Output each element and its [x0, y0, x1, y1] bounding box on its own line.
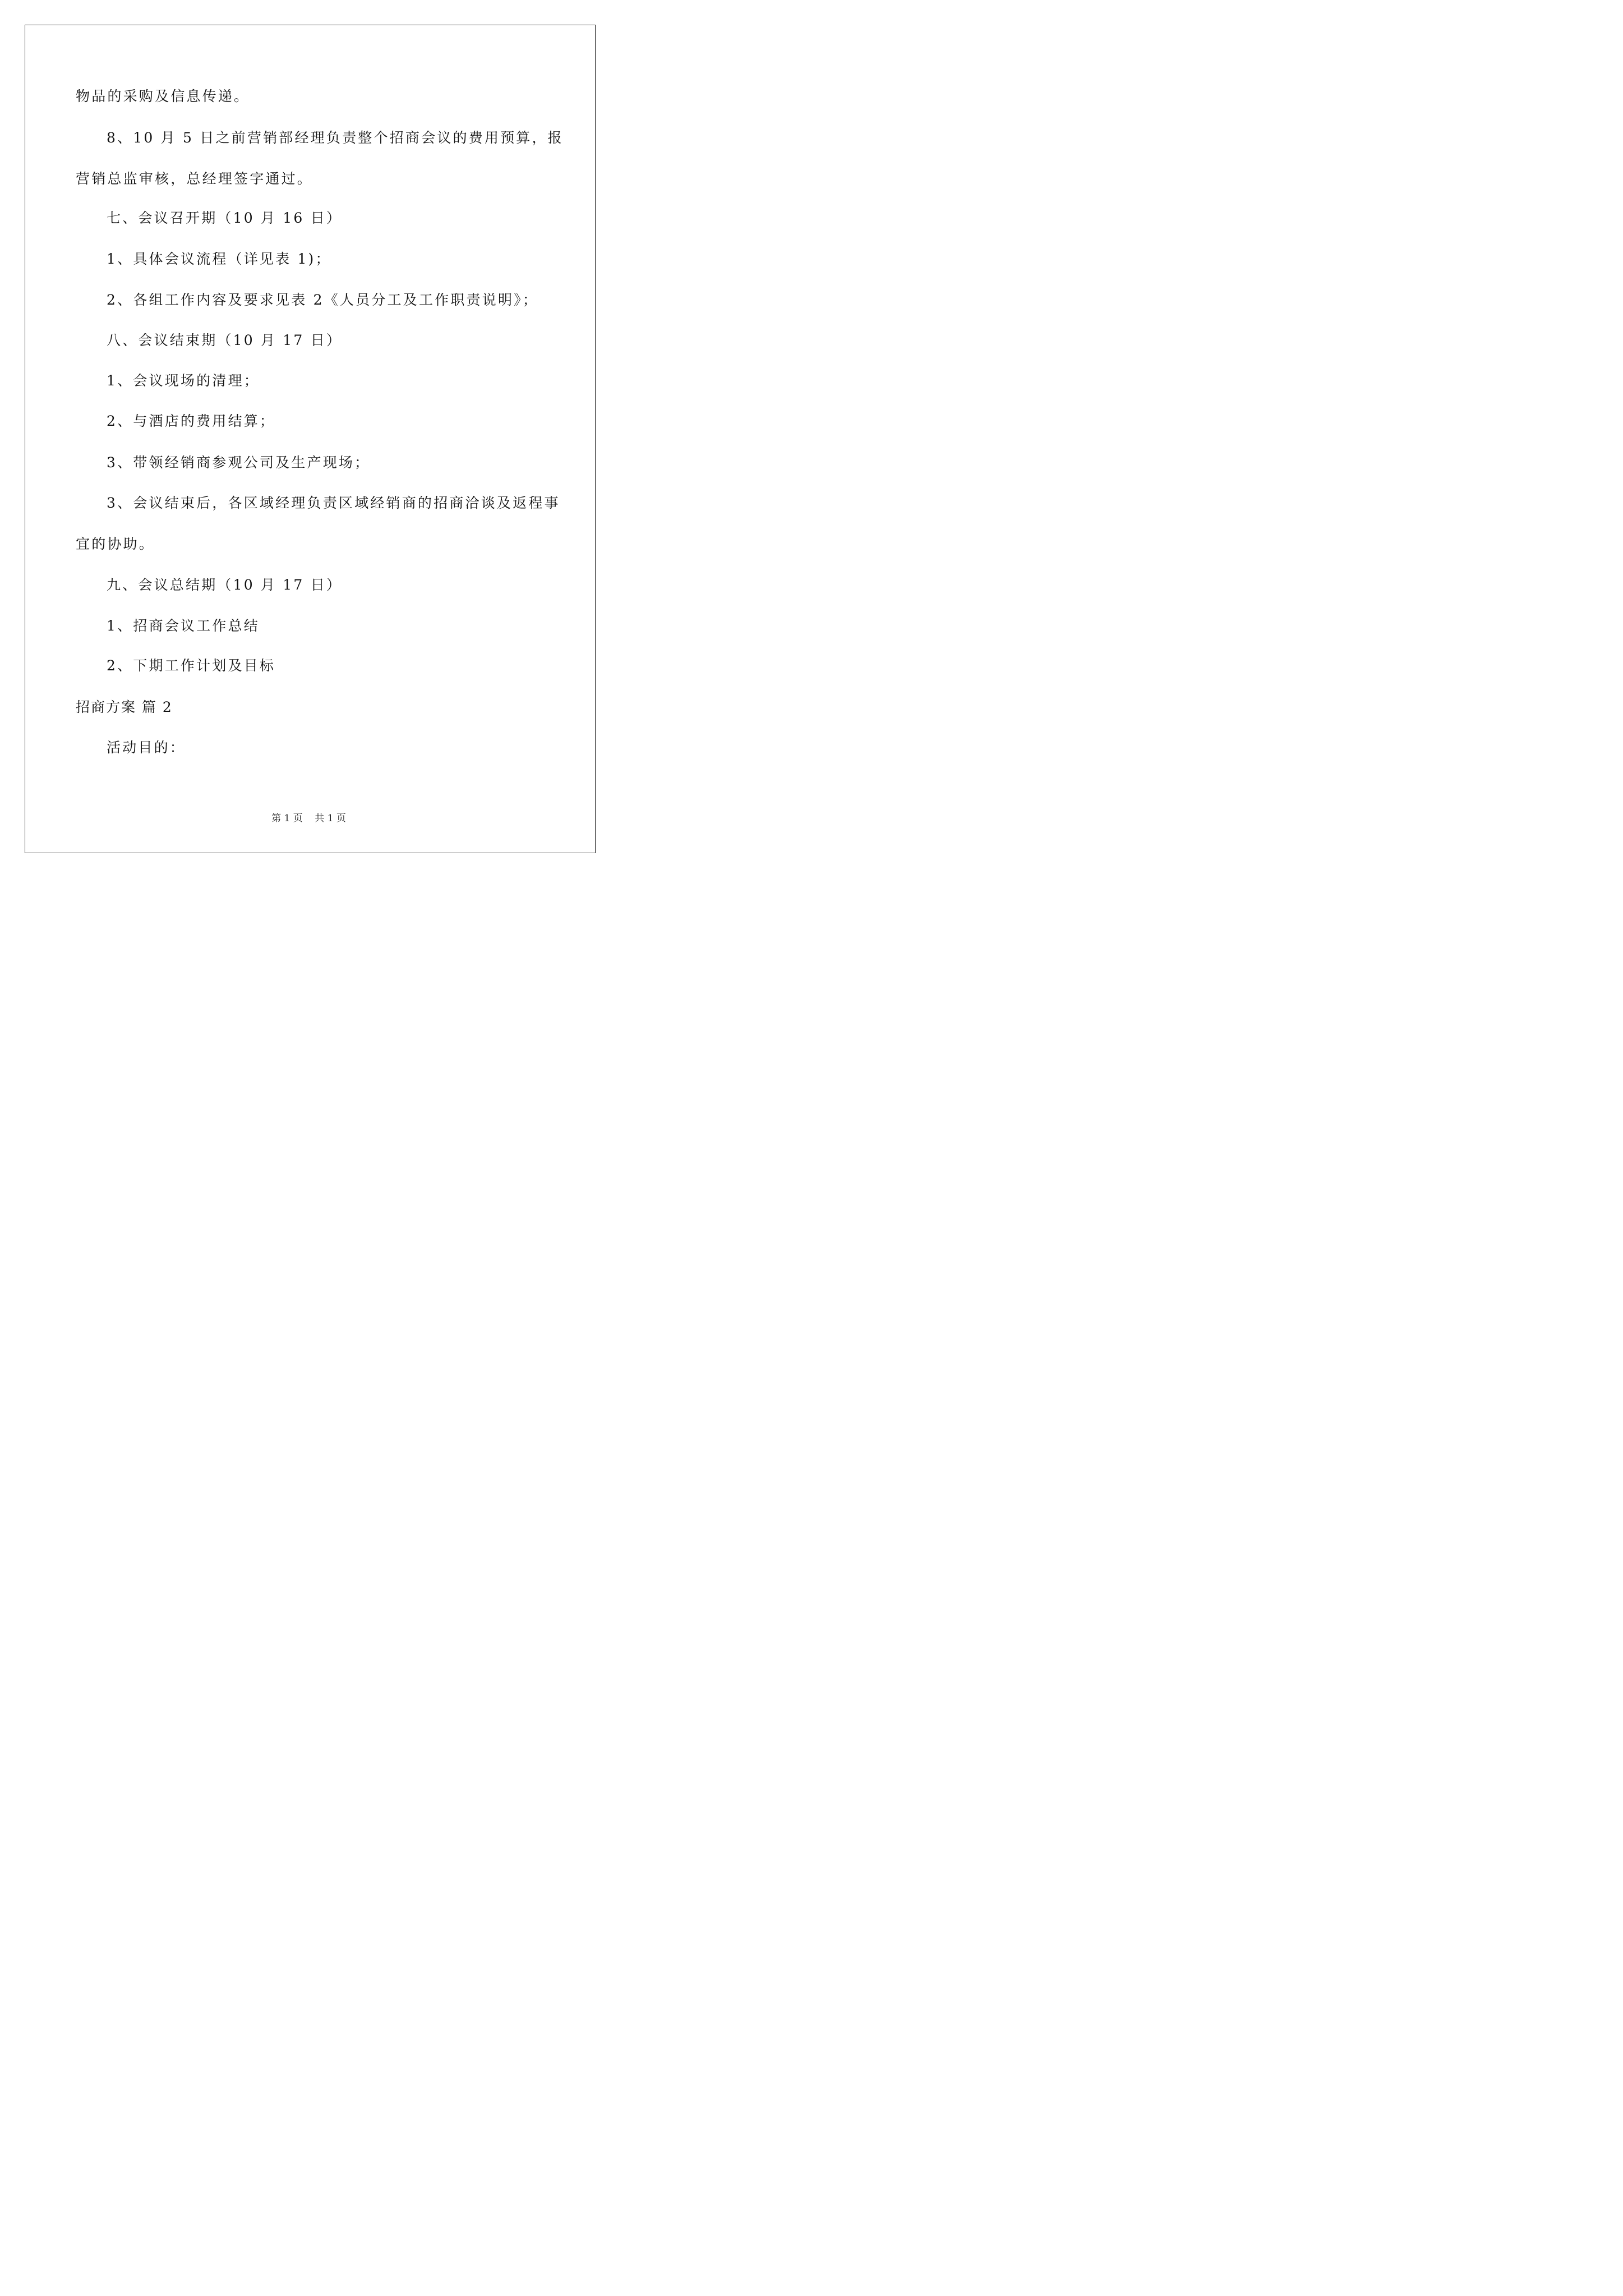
body-line-8: 1、会议现场的清理； [107, 372, 260, 389]
body-line-10: 3、带领经销商参观公司及生产现场； [107, 454, 371, 471]
body-line-2: 8、10 月 5 日之前营销部经理负责整个招商会议的费用预算，报 [107, 130, 564, 146]
body-line-14: 1、招商会议工作总结 [107, 618, 260, 634]
page-border [25, 25, 596, 853]
section-heading-8: 八、会议结束期（10 月 17 日） [107, 332, 343, 348]
body-line-15: 2、下期工作计划及目标 [107, 657, 276, 674]
body-line-1: 物品的采购及信息传递。 [76, 88, 250, 104]
page-footer: 第 1 页 共 1 页 [271, 813, 346, 824]
article-heading: 招商方案 篇 2 [76, 699, 173, 715]
body-line-12: 宜的协助。 [76, 536, 155, 552]
section-heading-9: 九、会议总结期（10 月 17 日） [107, 577, 343, 593]
body-line-11: 3、会议结束后，各区域经理负责区域经销商的招商洽谈及返程事 [107, 495, 560, 511]
body-line-3: 营销总监审核，总经理签字通过。 [76, 171, 313, 187]
body-line-17: 活动目的： [107, 739, 186, 756]
body-line-6: 2、各组工作内容及要求见表 2《人员分工及工作职责说明》； [107, 292, 539, 308]
body-line-5: 1、具体会议流程（详见表 1)； [107, 251, 331, 267]
body-line-9: 2、与酒店的费用结算； [107, 413, 276, 429]
section-heading-7: 七、会议召开期（10 月 16 日） [107, 210, 343, 226]
